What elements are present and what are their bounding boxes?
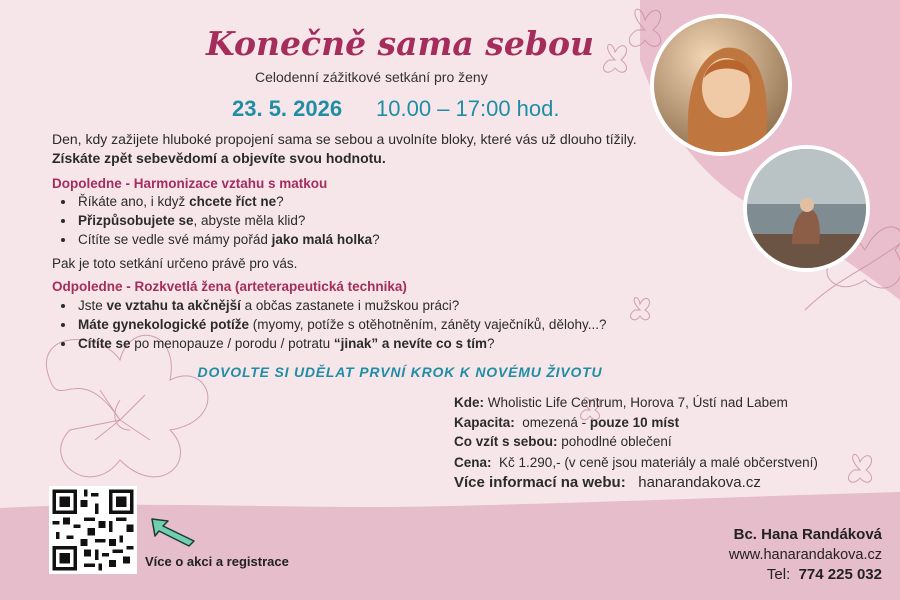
organizer-name: Bc. Hana Randáková — [733, 526, 882, 543]
organizer-phone: Tel: 774 225 032 — [766, 566, 882, 583]
morning-list — [58, 192, 380, 249]
afternoon-section-title: Odpoledne - Rozkvetlá žena (arteterapeutická technika) — [52, 279, 407, 294]
intro-bold-sentence: Získáte zpět sebevědomí a objevíte svou hodnotu. — [52, 150, 386, 166]
event-subtitle: Celodenní zážitkové setkání pro ženy — [255, 69, 488, 85]
info-bring: Co vzít s sebou: pohodlné oblečení — [454, 434, 672, 449]
intro-sentence: Den, kdy zažijete hluboké propojení sama se sebou a uvolníte bloky, které vás už dlouho tížily. — [52, 131, 637, 147]
intro-text — [52, 130, 652, 168]
afternoon-list — [58, 296, 606, 353]
arrow-pointing-icon — [148, 515, 198, 549]
list-item: • Cítíte se po menopauze / porodu / potratu “jinak” a nevíte co s tím? — [76, 334, 606, 353]
qr-label: Více o akci a registrace — [145, 554, 289, 569]
list-item: • Máte gynekologické potíže (myomy, potíže s otěhotněním, záněty vaječníků, dělohy...? — [76, 315, 606, 334]
info-web: Více informací na webu: hanarandakova.cz — [454, 474, 761, 491]
qr-code[interactable] — [49, 486, 137, 574]
website-link[interactable]: hanarandakova.cz — [638, 474, 761, 491]
list-item: • Přizpůsobujete se, abyste měla klid? — [76, 211, 380, 230]
organizer-website[interactable]: www.hanarandakova.cz — [728, 547, 882, 563]
list-item: • Cítíte se vedle své mámy pořád jako malá holka? — [76, 230, 380, 249]
woman-lake-photo — [743, 145, 870, 272]
event-date: 23. 5. 2026 — [232, 96, 343, 121]
target-audience-text: Pak je toto setkání určeno právě pro vás. — [52, 256, 298, 271]
info-where: Kde: Wholistic Life Centrum, Horova 7, Ústí nad Labem — [454, 395, 788, 410]
event-title: Konečně sama sebou — [206, 24, 594, 63]
list-item: • Jste ve vztahu ta akčnější a občas zastanete i mužskou práci? — [76, 296, 606, 315]
call-to-action: DOVOLTE SI UDĚLAT PRVNÍ KROK K NOVÉMU ŽIVOTU — [197, 364, 603, 380]
info-capacity: Kapacita: omezená - pouze 10 míst — [454, 415, 680, 430]
event-time: 10.00 – 17:00 hod. — [376, 96, 560, 121]
list-item: • Říkáte ano, i když chcete říct ne? — [76, 192, 380, 211]
info-price: Cena: Kč 1.290,- (v ceně jsou materiály a malé občerstvení) — [454, 455, 818, 470]
morning-section-title: Dopoledne - Harmonizace vztahu s matkou — [52, 176, 328, 191]
